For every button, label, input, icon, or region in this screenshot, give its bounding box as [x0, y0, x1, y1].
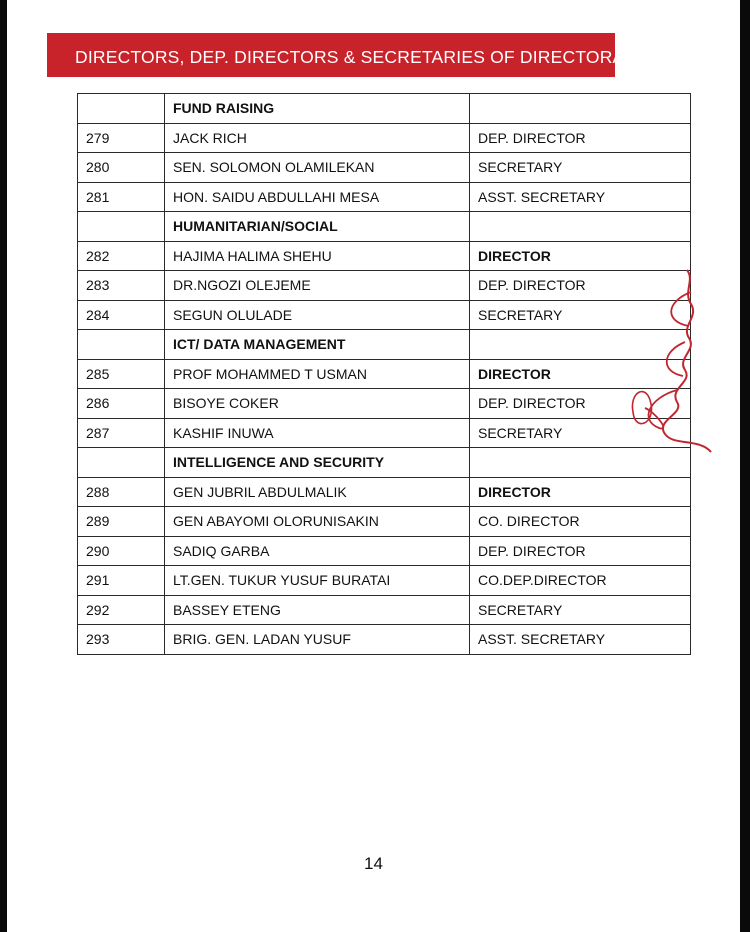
position-cell: CO. DIRECTOR — [470, 507, 691, 537]
position-cell: SECRETARY — [470, 300, 691, 330]
serial-number-cell: 279 — [78, 123, 165, 153]
position-cell: ASST. SECRETARY — [470, 625, 691, 655]
position-cell: ASST. SECRETARY — [470, 182, 691, 212]
member-name-cell: JACK RICH — [165, 123, 470, 153]
table-row — [78, 507, 691, 537]
serial-number-cell: 285 — [78, 359, 165, 389]
page-number: 14 — [364, 854, 383, 873]
table-row — [78, 389, 691, 419]
member-name-cell: KASHIF INUWA — [165, 418, 470, 448]
member-name-cell: SEGUN OLULADE — [165, 300, 470, 330]
table-row — [78, 123, 691, 153]
member-name-cell: BISOYE COKER — [165, 389, 470, 419]
table-body — [78, 94, 691, 655]
position-cell: SECRETARY — [470, 595, 691, 625]
section-header-row — [78, 94, 691, 124]
member-name-cell: DR.NGOZI OLEJEME — [165, 271, 470, 301]
directorates-table — [77, 93, 691, 655]
banner-title: DIRECTORS, DEP. DIRECTORS & SECRETARIES OF DIRECTORATES — [75, 47, 658, 67]
directorates-table-container — [77, 93, 691, 655]
member-name-cell: PROF MOHAMMED T USMAN — [165, 359, 470, 389]
table-row — [78, 418, 691, 448]
member-name-cell: BRIG. GEN. LADAN YUSUF — [165, 625, 470, 655]
table-row — [78, 271, 691, 301]
member-name-cell: GEN JUBRIL ABDULMALIK — [165, 477, 470, 507]
position-cell: DEP. DIRECTOR — [470, 389, 691, 419]
member-name-cell: HON. SAIDU ABDULLAHI MESA — [165, 182, 470, 212]
serial-number-cell: 282 — [78, 241, 165, 271]
document-page — [7, 0, 740, 932]
position-cell: DEP. DIRECTOR — [470, 123, 691, 153]
serial-number-cell: 286 — [78, 389, 165, 419]
table-row — [78, 625, 691, 655]
directorate-name-cell: INTELLIGENCE AND SECURITY — [165, 448, 470, 478]
serial-number-cell: 283 — [78, 271, 165, 301]
position-cell: DIRECTOR — [470, 359, 691, 389]
position-cell — [470, 212, 691, 242]
section-header-row — [78, 448, 691, 478]
serial-number-cell: 284 — [78, 300, 165, 330]
table-row — [78, 536, 691, 566]
table-row — [78, 595, 691, 625]
title-banner — [47, 33, 658, 77]
table-row — [78, 477, 691, 507]
serial-number-cell — [78, 94, 165, 124]
serial-number-cell: 289 — [78, 507, 165, 537]
position-cell — [470, 94, 691, 124]
position-cell: DIRECTOR — [470, 477, 691, 507]
handwritten-signature — [625, 262, 725, 462]
position-cell: SECRETARY — [470, 153, 691, 183]
member-name-cell: BASSEY ETENG — [165, 595, 470, 625]
member-name-cell: SEN. SOLOMON OLAMILEKAN — [165, 153, 470, 183]
position-cell: DIRECTOR — [470, 241, 691, 271]
serial-number-cell — [78, 212, 165, 242]
serial-number-cell: 292 — [78, 595, 165, 625]
serial-number-cell: 290 — [78, 536, 165, 566]
serial-number-cell: 287 — [78, 418, 165, 448]
serial-number-cell — [78, 330, 165, 360]
serial-number-cell: 281 — [78, 182, 165, 212]
table-row — [78, 153, 691, 183]
serial-number-cell: 291 — [78, 566, 165, 596]
member-name-cell: SADIQ GARBA — [165, 536, 470, 566]
table-row — [78, 359, 691, 389]
serial-number-cell: 293 — [78, 625, 165, 655]
position-cell: SECRETARY — [470, 418, 691, 448]
directorate-name-cell: ICT/ DATA MANAGEMENT — [165, 330, 470, 360]
table-row — [78, 241, 691, 271]
table-row — [78, 182, 691, 212]
serial-number-cell — [78, 448, 165, 478]
table-row — [78, 300, 691, 330]
serial-number-cell: 288 — [78, 477, 165, 507]
position-cell: DEP. DIRECTOR — [470, 271, 691, 301]
position-cell: CO.DEP.DIRECTOR — [470, 566, 691, 596]
section-header-row — [78, 212, 691, 242]
position-cell: DEP. DIRECTOR — [470, 536, 691, 566]
table-row — [78, 566, 691, 596]
member-name-cell: LT.GEN. TUKUR YUSUF BURATAI — [165, 566, 470, 596]
directorate-name-cell: FUND RAISING — [165, 94, 470, 124]
member-name-cell: HAJIMA HALIMA SHEHU — [165, 241, 470, 271]
section-header-row — [78, 330, 691, 360]
serial-number-cell: 280 — [78, 153, 165, 183]
member-name-cell: GEN ABAYOMI OLORUNISAKIN — [165, 507, 470, 537]
directorate-name-cell: HUMANITARIAN/SOCIAL — [165, 212, 470, 242]
